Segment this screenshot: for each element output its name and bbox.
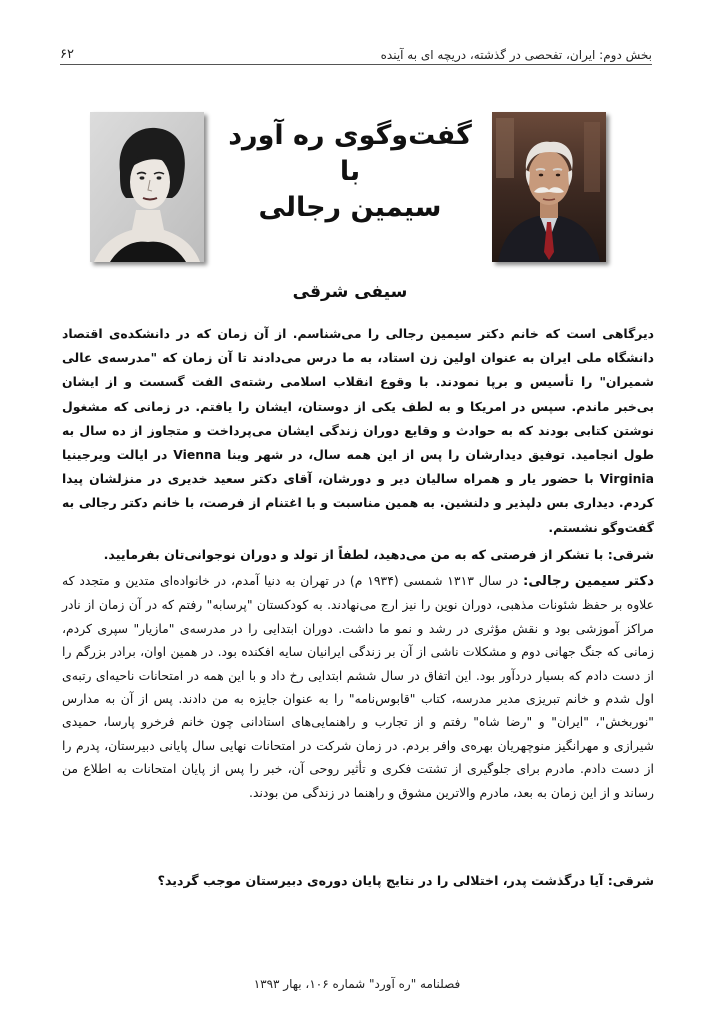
title-line-1: گفت‌وگوی ره آورد	[228, 120, 472, 151]
question-2: شرقی: آیا درگذشت پدر، اختلالی را در نتایج پایان دوره‌ی دبیرستان موجب گردید؟	[157, 873, 654, 888]
intro-paragraph	[62, 322, 654, 540]
header-rule	[60, 64, 652, 65]
page-footer: فصلنامه "ره آورد" شماره ۱۰۶، بهار ۱۳۹۳	[253, 977, 461, 991]
portrait-photo-left	[90, 112, 204, 262]
answer-1	[62, 569, 654, 804]
answer-1-paragraph	[62, 569, 654, 804]
running-header	[60, 38, 652, 62]
page-number: ۶۲	[60, 47, 74, 62]
answer-1-text: در سال ۱۳۱۳ شمسی (۱۹۳۴ م) در تهران به دنیا آمدم، در خانواده‌ای متدین و متجدد که علاوه بر حفظ شئونات مذهبی، دوران نوین را نیز ارج می‌نهادند. به کودکستان "پرسابه" رفتم که در آن زمان از نادر مراکز آموزشی بود و نقش مؤثری در رشد و نمو ما داشت. دوران ابتدایی را در مدرسه‌ی "مازیار" سپری کردم، زمانی که جنگ جهانی دوم و مشکلات ناشی از آن بر زندگی ایرانیان سایه افکنده بود. در همین اوان، برادر بزرگم را از دست دادم که بسیار دردآور بود. این اتفاق در سال ششم ابتدایی رخ داد و با این همه در امتحانات ناحیه‌ای رتبه‌ی اول شدم و خانم تبریزی مدیر مدرسه، کتاب "قابوس‌نامه" را به عنوان جایزه به من دادند. پس از آن به مدارس "نوربخش"، "ایران" و "رضا شاه" رفتم و از تجارب و راهنمایی‌های استادانی چون خانم فرخرو پارسا، حمیدی شیرازی و مهرانگیز منوچهریان بهره‌ی وافر بردم. در زمان شرکت در امتحانات نهایی سال پایانی دبیرستان، پدرم را از دست دادم. مادرم برای جلوگیری از تشتت فکری و تأثیر روحی آن، خبر را پس از پایان امتحانات به اطلاع من رساند و از این زمان به بعد، مادرم والاترین مشوق و راهنما در زندگی من بودند.	[62, 573, 654, 800]
answer-speaker: دکتر سیمین رجالی:	[523, 574, 655, 589]
question-1: شرقی: با تشکر از فرصتی که به من می‌دهید، لطفاً از تولد و دوران نوجوانی‌تان بفرمایید.	[103, 547, 654, 562]
title-line-2: با	[339, 156, 361, 187]
portrait-photo-right	[492, 112, 606, 262]
intro-text: دیرگاهی است که خانم دکتر سیمین رجالی را می‌شناسم. از آن زمان که در دانشکده‌ی اقتصاد دانشگاه ملی ایران به عنوان اولین زن استاد، به ما درس می‌دادند تا آن زمان که "مدرسه‌ی عالی شمیران" را تأسیس و برپا نمودند. با وقوع انقلاب اسلامی رشته‌ی الفت گسست و از ایشان بی‌خبر ماندم. سپس در امریکا و به لطف یکی از دوستان، ایشان را یافتم. در زمانی که مشغول نوشتن کتابی بودند که به حوادث و وقایع دوران زندگی ایشان می‌پرداخت و متجاوز از ده سال به طول انجامید. توفیق دیدارشان را پس از این همه سال، در شهر وینا Vienna در ایالت ویرجینیا Virginia با حضور یار و همراه سالیان دیر و دورشان، آقای دکتر سعید خدیری در منزلشان پیدا کردم. دیداری بس دلپذیر و دلنشین. به همین مناسبت و با اغتنام از فرصت، با خانم دکتر رجالی به گفت‌وگو نشستم.	[62, 326, 654, 535]
title-line-3: سیمین رجالی	[258, 192, 442, 223]
running-title: بخش دوم: ایران، تفحصی در گذشته، دریچه ای به آینده	[380, 48, 652, 62]
author-name: سیفی شرقی	[292, 282, 408, 302]
article-title	[210, 118, 490, 226]
